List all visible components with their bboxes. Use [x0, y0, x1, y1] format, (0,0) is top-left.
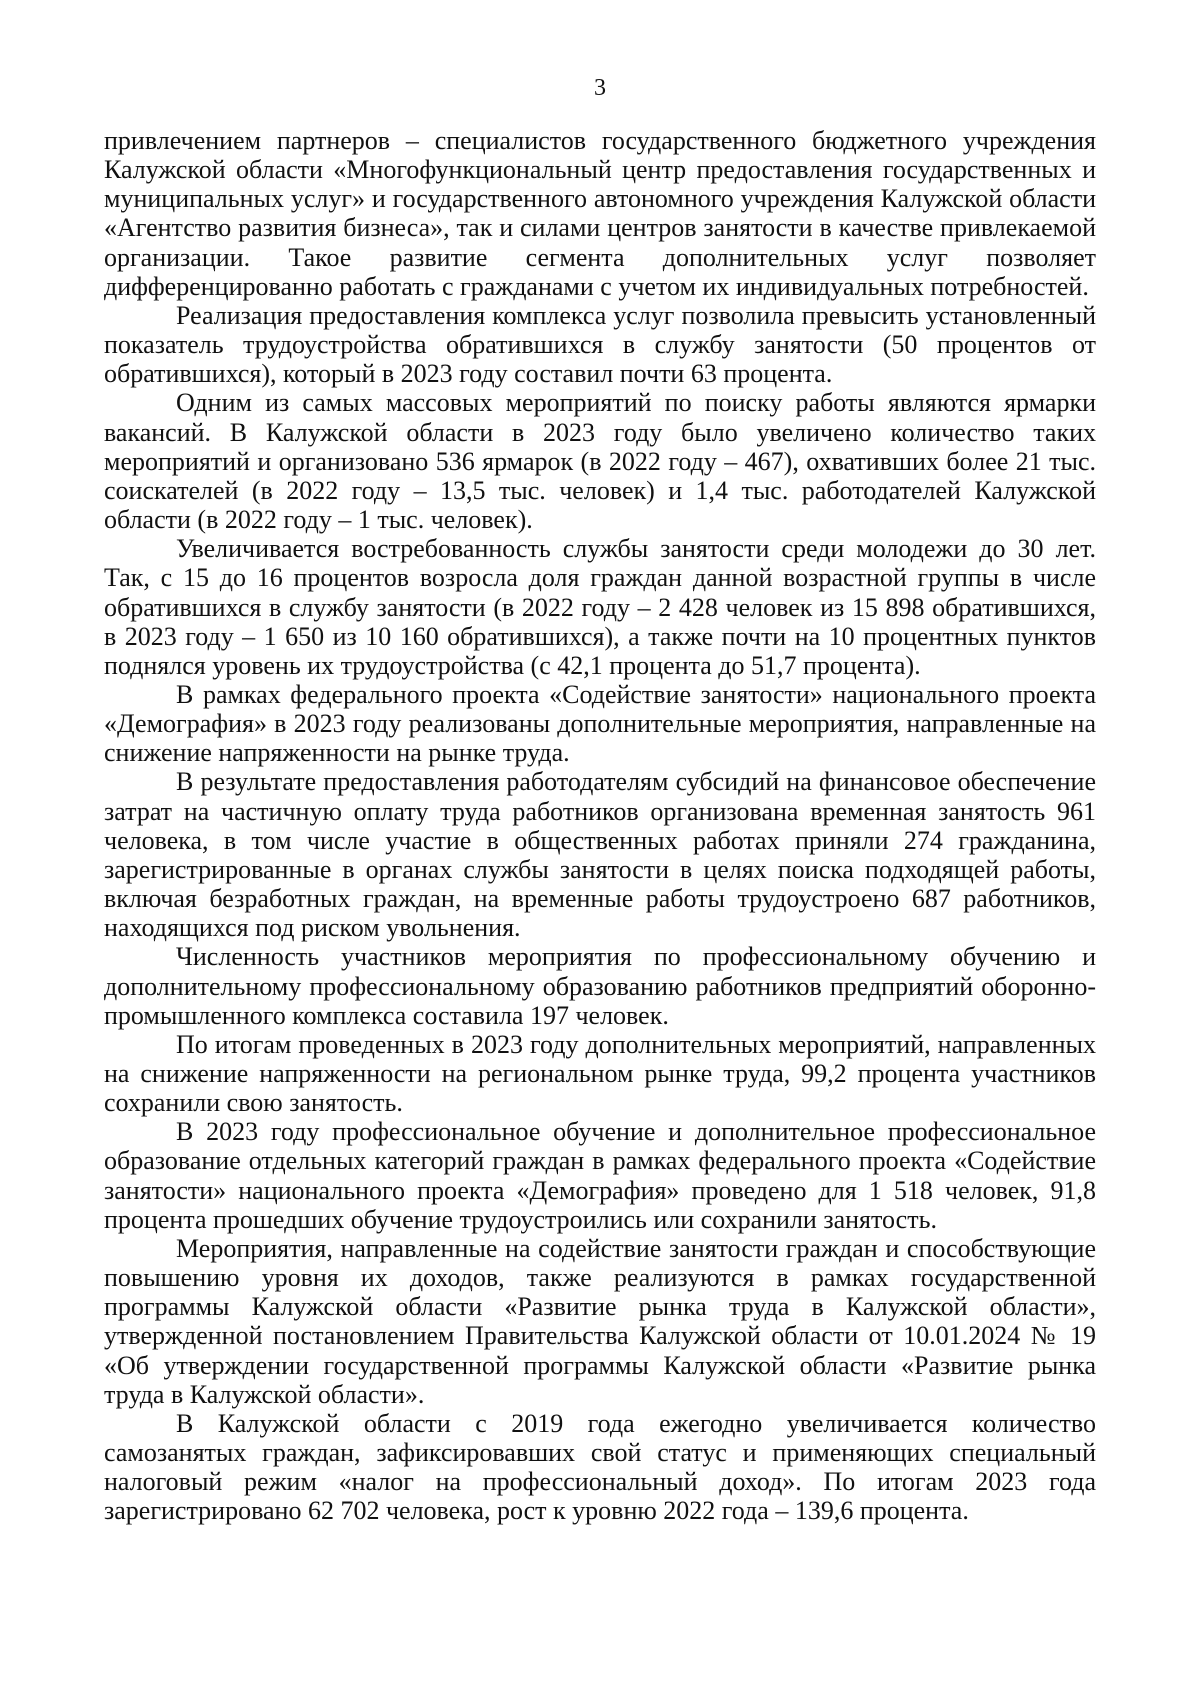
paragraph-federal-project: В рамках федерального проекта «Содействие занятости» национального проекта «Демография» в 2023 году реализованы дополнительные мероприятия, направленные на снижение напряженности на рынке труда. [104, 679, 1096, 768]
paragraph-youth-demand: Увеличивается востребованность службы занятости среди молодежи до 30 лет. Так, с 15 до 16 процентов возросла доля граждан данной возрастной группы в числе обратившихся в службу занятости (в 2022 году – 2 428 человек из 15 898 обратившихся, в 2023 году – 1 650 из 10 160 обратившихся), а также почти на 10 процентных пунктов поднялся уровень их трудоустройства (с 42,1 процента до 51,7 процента). [104, 534, 1096, 680]
paragraph-continuation: привлечением партнеров – специалистов государственного бюджетного учреждения Калужской области «Многофункциональный центр предоставления государственных и муниципальных услуг» и государственного автономного учреждения Калужской области «Агентство развития бизнеса», так и силами центров занятости в качестве привлекаемой организации. Такое развитие сегмента дополнительных услуг позволяет дифференцированно работать с гражданами с учетом их индивидуальных потребностей. [104, 126, 1096, 301]
paragraph-professional-training: В 2023 году профессиональное обучение и дополнительное профессиональное образование отдельных категорий граждан в рамках федерального проекта «Содействие занятости» национального проекта «Демография» проведено для 1 518 человек, 91,8 процента прошедших обучение трудоустроились или сохранили занятость. [104, 1117, 1096, 1234]
paragraph-results: По итогам проведенных в 2023 году дополнительных мероприятий, направленных на снижение напряженности на региональном рынке труда, 99,2 процента участников сохранили свою занятость. [104, 1029, 1096, 1118]
paragraph-job-fairs: Одним из самых массовых мероприятий по поиску работы являются ярмарки вакансий. В Калужской области в 2023 году было увеличено количество таких мероприятий и организовано 536 ярмарок (в 2022 году – 467), охвативших более 21 тыс. соискателей (в 2022 году – 13,5 тыс. человек) и 1,4 тыс. работодателей Калужской области (в 2022 году – 1 тыс. человек). [104, 388, 1096, 535]
paragraph-employment-rate: Реализация предоставления комплекса услуг позволила превысить установленный показатель трудоустройства обратившихся в службу занятости (50 процентов от обратившихся), который в 2023 году составил почти 63 процента. [104, 300, 1096, 389]
paragraph-state-program: Мероприятия, направленные на содействие занятости граждан и способствующие повышению уровня их доходов, также реализуются в рамках государственной программы Калужской области «Развитие рынка труда в Калужской области», утвержденной постановлением Правительства Калужской области от 10.01.2024 № 19 «Об утверждении государственной программы Калужской области «Развитие рынка труда в Калужской области». [104, 1233, 1096, 1409]
paragraph-defense-training: Численность участников мероприятия по профессиональному обучению и дополнительному профессиональному образованию работников предприятий оборонно-промышленного комплекса составила 197 человек. [104, 942, 1096, 1030]
paragraph-self-employed: В Калужской области с 2019 года ежегодно увеличивается количество самозанятых граждан, зафиксировавших свой статус и применяющих специальный налоговый режим «налог на профессиональный доход». По итогам 2023 года зарегистрировано 62 702 человека, рост к уровню 2022 года – 139,6 процента. [104, 1408, 1096, 1526]
page-number: 3 [594, 75, 606, 101]
document-body [104, 126, 1096, 1526]
paragraph-employer-subsidies: В результате предоставления работодателям субсидий на финансовое обеспечение затрат на частичную оплату труда работников организована временная занятость 961 человека, в том числе участие в общественных работах приняли 274 гражданина, зарегистрированные в органах службы занятости в целях поиска подходящей работы, включая безработных граждан, на временные работы трудоустроено 687 работников, находящихся под риском увольнения. [104, 767, 1096, 943]
